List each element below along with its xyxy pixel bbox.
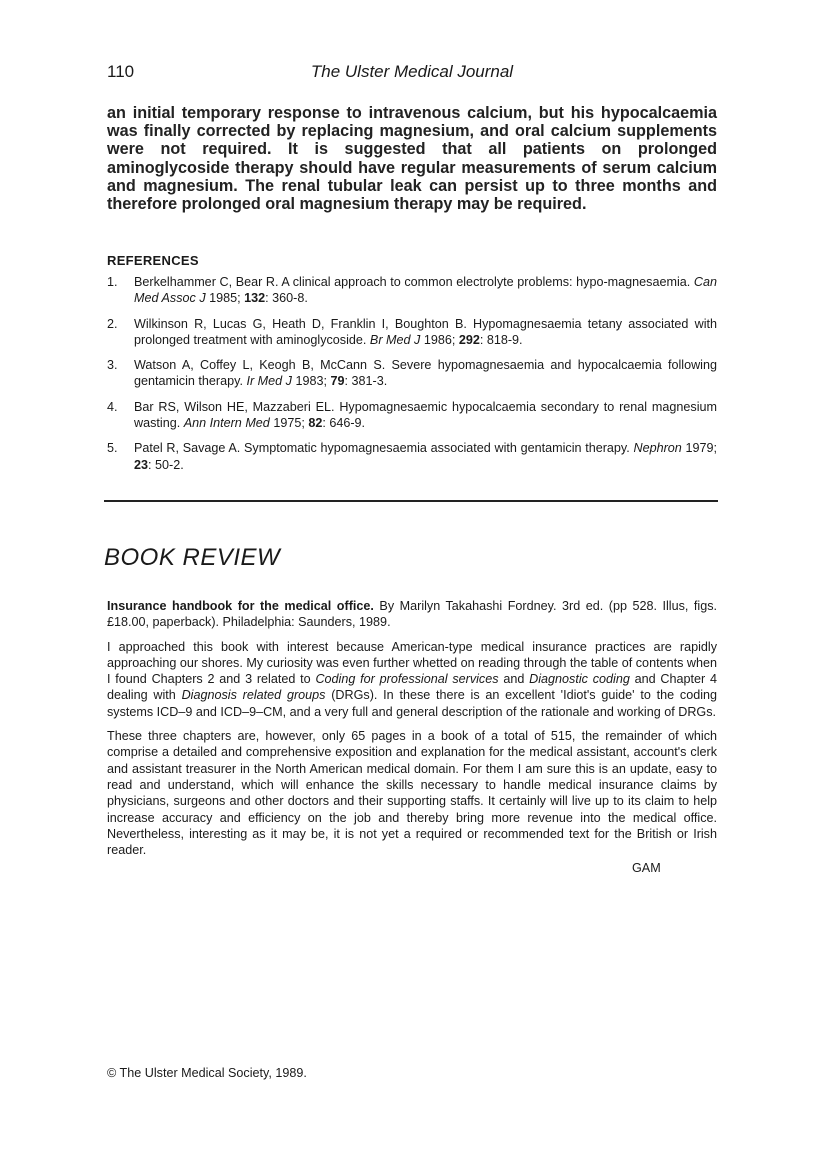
- reference-item: [107, 316, 717, 349]
- reference-authors: Wilkinson R, Lucas G, Heath D, Franklin I, Boughton B. Hypomagnesaemia tetany associated with prolonged treatment with aminoglycoside.: [134, 316, 717, 347]
- reference-item: [107, 440, 717, 473]
- journal-title: The Ulster Medical Journal: [310, 62, 514, 81]
- reference-number: 3.: [107, 358, 118, 373]
- reference-volume: 132: [244, 291, 266, 306]
- reference-year: 1985;: [209, 291, 241, 306]
- book-title: Insurance handbook for the medical office.: [107, 599, 374, 613]
- review-paragraph: [107, 639, 717, 720]
- review-text: I approached this book with interest because American-type medical insurance practices are rapidly approaching our shores. My curiosity was even further whetted on reading through the table of contents when I found Chapters 2 and 3 related to: [107, 639, 717, 687]
- page-header: [107, 62, 717, 86]
- reference-number: 1.: [107, 275, 118, 289]
- reference-volume: 23: [134, 457, 149, 472]
- review-emphasis: Coding for professional services: [315, 672, 499, 687]
- book-details: By Marilyn Takahashi Fordney. 3rd ed. (pp 528. Illus, figs. £18.00, paperback). Philadelphia: Saunders, 1989.: [107, 599, 717, 630]
- review-text: (DRGs). In these there is an excellent 'Idiot's guide' to the coding systems ICD–9 and ICD–9–CM, and a very full and general description of the rationale and working of DRGs.: [107, 688, 718, 719]
- reference-journal: Ann Intern Med: [183, 416, 270, 431]
- reference-number: 2.: [107, 316, 118, 331]
- reference-number: 4.: [107, 399, 118, 414]
- reference-volume: 79: [330, 374, 345, 389]
- section-divider: [104, 500, 718, 502]
- reference-year: 1986;: [423, 332, 456, 347]
- reference-authors: Bar RS, Wilson HE, Mazzaberi EL. Hypomagnesaemic hypocalcaemia secondary to renal magnesium wasting.: [134, 399, 717, 431]
- page-number: 110: [107, 62, 135, 81]
- copyright-footer: © The Ulster Medical Society, 1989.: [107, 1066, 307, 1080]
- references-list: [107, 274, 717, 482]
- review-paragraph: These three chapters are, however, only 65 pages in a book of a total of 515, the remainder of which comprise a detailed and comprehensive exposition and explanation for the medical assistant, account's clerk and assistant treasurer in the North American medical domain. For them I am sure this is an update, easy to read and understand, which will enhance the skills necessary to handle medical insurance claims by physicians, surgeons and other doctors and their supporting staffs. It certainly will live up to its claim to help increase accuracy and efficiency on the job and thereby bring more revenue into the medical office. Nevertheless, interesting as it may be, it is not yet a required or recommended text for the British or Irish reader.: [107, 729, 717, 858]
- reference-authors: Berkelhammer C, Bear R. A clinical approach to common electrolyte problems: hypo-magnesaemia.: [134, 275, 691, 289]
- reference-journal: Nephron: [633, 441, 682, 456]
- reference-pages: : 818-9.: [479, 332, 523, 347]
- reference-volume: 82: [308, 416, 323, 431]
- book-citation: [107, 598, 717, 631]
- reference-pages: : 50-2.: [148, 457, 184, 472]
- reference-item: [107, 399, 717, 432]
- reference-volume: 292: [458, 332, 480, 347]
- reference-year: 1975;: [273, 416, 305, 431]
- reference-year: 1979;: [685, 441, 718, 456]
- review-text: and Chapter 4 dealing with: [107, 672, 718, 703]
- reference-pages: : 646-9.: [322, 416, 366, 431]
- references-heading: REFERENCES: [107, 253, 199, 268]
- reference-authors: Patel R, Savage A. Symptomatic hypomagnesaemia associated with gentamicin therapy.: [134, 441, 630, 456]
- reference-journal: Can Med Assoc J: [134, 275, 717, 306]
- review-emphasis: Diagnostic coding: [529, 672, 630, 687]
- reference-number: 5.: [107, 441, 118, 456]
- reference-journal: Br Med J: [369, 332, 421, 347]
- book-review: [107, 598, 717, 866]
- reference-year: 1983;: [295, 374, 327, 389]
- reference-pages: : 360-8.: [265, 291, 308, 306]
- reference-item: [107, 357, 717, 390]
- reference-pages: : 381-3.: [344, 374, 388, 389]
- reference-journal: Ir Med J: [246, 374, 292, 389]
- reviewer-signature: GAM: [632, 861, 661, 875]
- reference-authors: Watson A, Coffey L, Keogh B, McCann S. Severe hypomagnesaemia and hypocalcaemia following gentamicin therapy.: [134, 358, 717, 389]
- reference-item: [107, 274, 717, 307]
- review-text: and: [503, 672, 525, 687]
- section-title: BOOK REVIEW: [104, 544, 281, 571]
- intro-paragraph: an initial temporary response to intravenous calcium, but his hypocalcaemia was finally corrected by replacing magnesium, and oral calcium supplements were not required. It is suggested that all patients on prolonged aminoglycoside therapy should have regular measurements of serum calcium and magnesium. The renal tubular leak can persist up to three months and therefore prolonged oral magnesium therapy may be required.: [107, 104, 717, 214]
- review-emphasis: Diagnosis related groups: [181, 688, 326, 703]
